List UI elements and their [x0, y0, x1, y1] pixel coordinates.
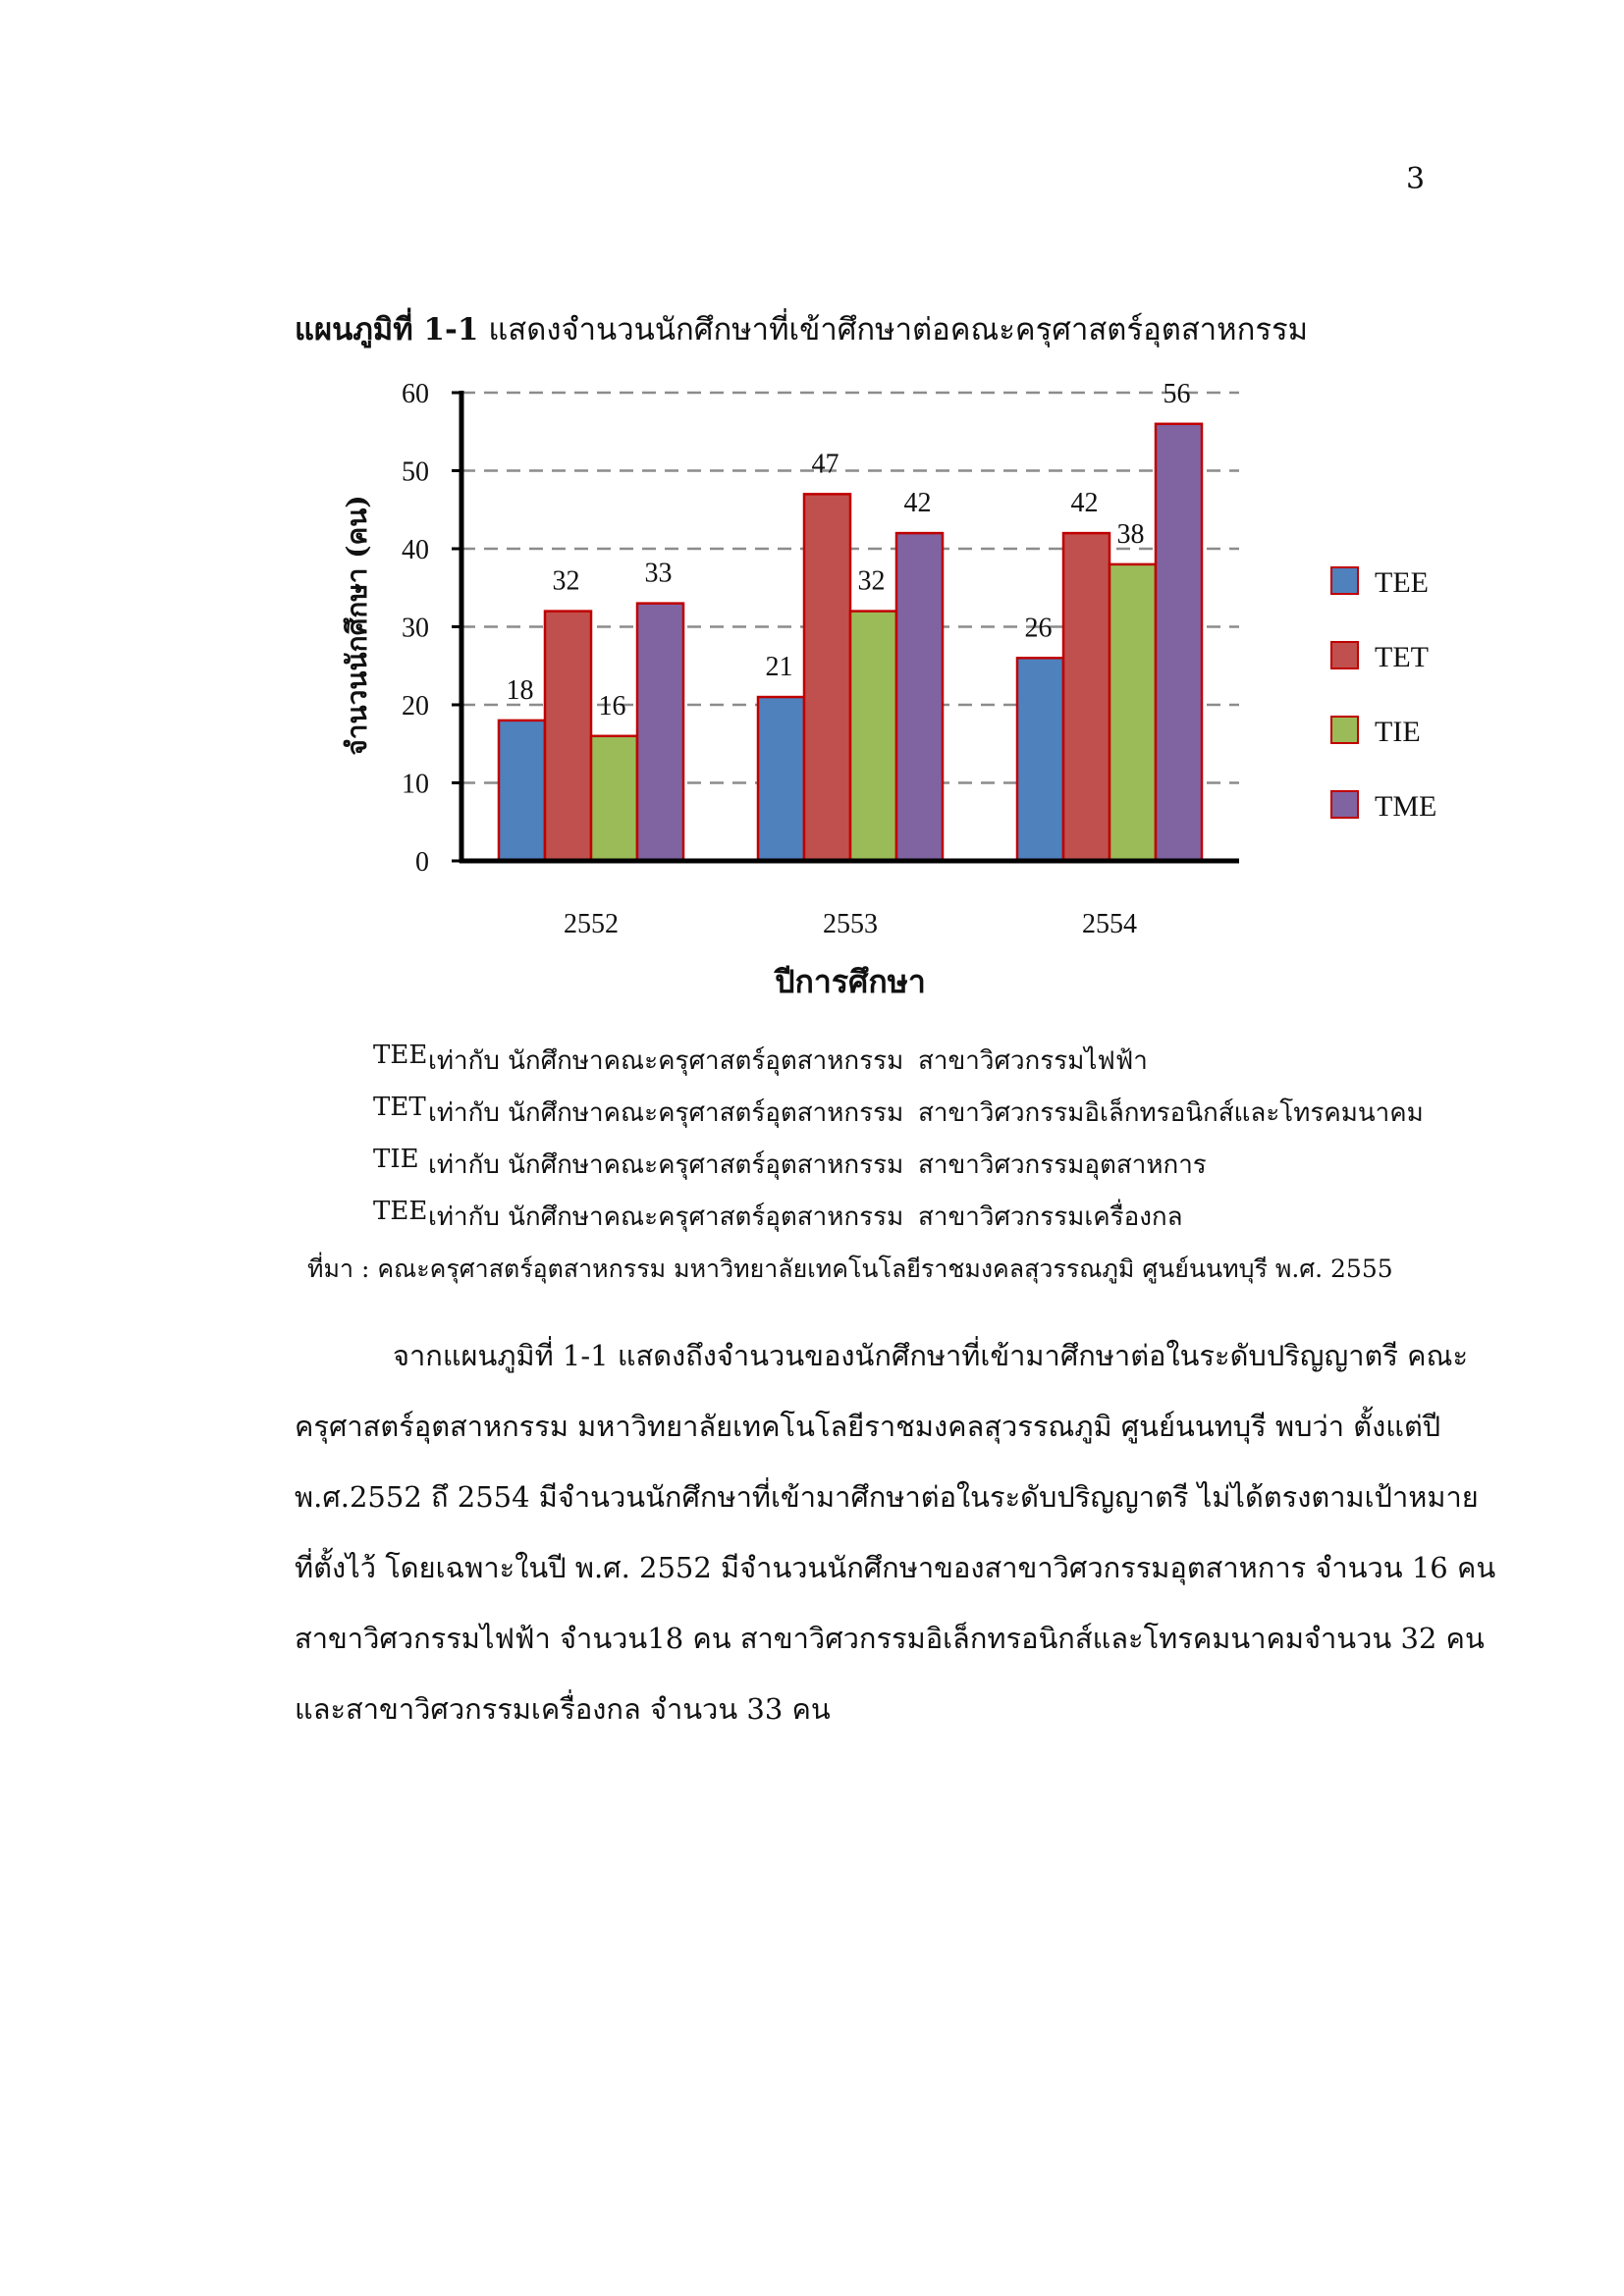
bar-tet	[1063, 533, 1110, 861]
legend-swatch-tie	[1331, 717, 1358, 743]
body-line: และสาขาวิศวกรรมเครื่องกล จำนวน 33 คน	[295, 1692, 831, 1726]
bar-tet	[804, 494, 850, 861]
bar-tme	[637, 604, 683, 861]
data-label: 42	[1070, 488, 1099, 519]
definition-abbr: TEE	[373, 1041, 428, 1070]
bar-tee	[1017, 658, 1063, 861]
data-label: 32	[857, 565, 886, 597]
data-label: 33	[644, 558, 673, 589]
bar-tie	[591, 736, 637, 861]
data-label: 16	[598, 690, 626, 721]
y-tick-label: 50	[402, 456, 429, 488]
legend-swatch-tet	[1331, 642, 1358, 668]
y-tick-label: 0	[415, 847, 429, 878]
y-tick-label: 30	[402, 613, 429, 644]
legend-label: TEE	[1375, 566, 1429, 599]
body-paragraph	[295, 1320, 1496, 1744]
legend-label: TET	[1375, 641, 1429, 673]
y-axis-title: จำนวนนักศึกษา (คน)	[341, 495, 373, 756]
definition-major: สาขาวิศวกรรมอุตสาหการ	[918, 1150, 1207, 1180]
x-tick-label: 2552	[564, 909, 619, 939]
y-tick-label: 20	[402, 691, 429, 721]
definition-major: สาขาวิศวกรรมเครื่องกล	[918, 1202, 1183, 1232]
data-label: 47	[811, 449, 839, 480]
y-tick-label: 10	[402, 769, 429, 800]
bar-chart	[0, 0, 1624, 1021]
data-label: 42	[903, 488, 932, 519]
data-label: 18	[506, 674, 534, 706]
definition-text: เท่ากับ นักศึกษาคณะครุศาสตร์อุตสาหกรรม	[428, 1202, 904, 1232]
bar-tee	[499, 721, 545, 861]
data-label: 32	[552, 565, 580, 597]
x-tick-label: 2554	[1082, 909, 1137, 939]
source-note: ที่มา : คณะครุศาสตร์อุตสาหกรรม มหาวิทยาลัยเทคโนโลยีราชมงคลสุวรรณภูมิ ศูนย์นนทบุรี พ.ศ. 2555	[307, 1255, 1393, 1283]
data-label: 26	[1024, 613, 1053, 644]
definition-abbr: TEE	[373, 1197, 428, 1226]
definition-major: สาขาวิศวกรรมอิเล็กทรอนิกส์และโทรคมนาคม	[918, 1098, 1424, 1128]
data-label: 56	[1163, 378, 1191, 409]
bar-tee	[758, 697, 804, 861]
definition-abbr: TIE	[373, 1145, 419, 1174]
legend-swatch-tme	[1331, 791, 1358, 818]
figure-caption-text: แสดงจำนวนนักศึกษาที่เข้าศึกษาต่อคณะครุศาสตร์อุตสาหกรรม	[488, 312, 1309, 347]
bar-tet	[545, 612, 591, 861]
definition-text: เท่ากับ นักศึกษาคณะครุศาสตร์อุตสาหกรรม	[428, 1046, 904, 1076]
body-line: จากแผนภูมิที่ 1-1 แสดงถึงจำนวนของนักศึกษาที่เข้ามาศึกษาต่อในระดับปริญญาตรี คณะ	[393, 1339, 1469, 1372]
data-label: 21	[765, 652, 793, 683]
x-axis-title: ปีการศึกษา	[775, 963, 926, 1000]
figure-label: แผนภูมิที่ 1-1	[295, 312, 479, 347]
bar-tme	[1156, 424, 1202, 861]
body-line: ที่ตั้งไว้ โดยเฉพาะในปี พ.ศ. 2552 มีจำนวนนักศึกษาของสาขาวิศวกรรมอุตสาหการ จำนวน 16 คน	[295, 1551, 1496, 1584]
legend-label: TME	[1375, 790, 1437, 823]
definition-major: สาขาวิศวกรรมไฟฟ้า	[918, 1046, 1148, 1076]
definition-abbr: TET	[373, 1093, 426, 1122]
data-label: 38	[1116, 518, 1145, 550]
bar-tie	[850, 612, 896, 861]
body-line: ครุศาสตร์อุตสาหกรรม มหาวิทยาลัยเทคโนโลยีราชมงคลสุวรรณภูมิ ศูนย์นนทบุรี พบว่า ตั้งแต่ปี	[295, 1410, 1441, 1443]
page-number: 3	[1406, 162, 1426, 196]
y-tick-label: 40	[402, 535, 429, 565]
legend-label: TIE	[1375, 716, 1421, 748]
legend-swatch-tee	[1331, 567, 1358, 594]
definition-text: เท่ากับ นักศึกษาคณะครุศาสตร์อุตสาหกรรม	[428, 1098, 904, 1128]
bar-tme	[896, 533, 943, 861]
body-line: สาขาวิศวกรรมไฟฟ้า จำนวน18 คน สาขาวิศวกรรมอิเล็กทรอนิกส์และโทรคมนาคมจำนวน 32 คน	[295, 1622, 1485, 1655]
definition-text: เท่ากับ นักศึกษาคณะครุศาสตร์อุตสาหกรรม	[428, 1150, 904, 1180]
body-line: พ.ศ.2552 ถึ 2554 มีจำนวนนักศึกษาที่เข้ามาศึกษาต่อในระดับปริญญาตรี ไม่ได้ตรงตามเป้าหมาย	[295, 1480, 1479, 1514]
y-tick-label: 60	[402, 379, 429, 409]
x-tick-label: 2553	[823, 909, 878, 939]
bar-tie	[1110, 564, 1156, 861]
